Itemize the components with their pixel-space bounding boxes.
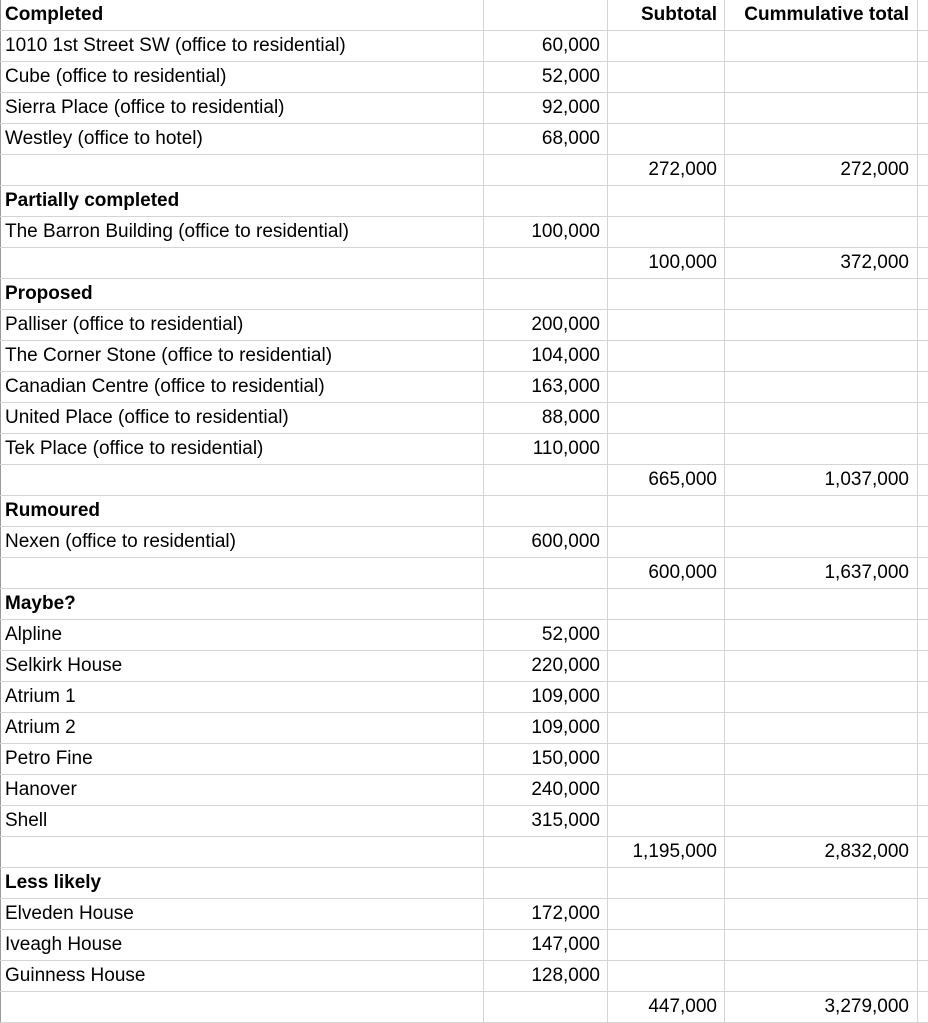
cell-name[interactable]: Petro Fine: [0, 744, 484, 774]
cell-subtotal[interactable]: 1,195,000: [608, 837, 725, 867]
cell-subtotal[interactable]: [608, 527, 725, 557]
cell-empty[interactable]: [918, 899, 928, 929]
cell-cumulative[interactable]: [725, 124, 918, 154]
table-row: [0, 744, 928, 775]
cell-area[interactable]: 220,000: [484, 651, 608, 681]
cell-area[interactable]: 109,000: [484, 682, 608, 712]
cell-cumulative[interactable]: [725, 31, 918, 61]
cell-empty[interactable]: [918, 62, 928, 92]
cell-empty[interactable]: [918, 465, 928, 495]
cell-subtotal[interactable]: [608, 372, 725, 402]
cell-empty[interactable]: [918, 961, 928, 991]
cell-cumulative[interactable]: 1,637,000: [725, 558, 918, 588]
cell-cumulative[interactable]: [725, 434, 918, 464]
category-row: [0, 186, 928, 217]
cell-cumulative[interactable]: [725, 217, 918, 247]
cell-name[interactable]: [0, 465, 484, 495]
cell-cumulative[interactable]: [725, 93, 918, 123]
cell-area[interactable]: [484, 0, 608, 30]
cell-name[interactable]: Completed: [0, 0, 484, 30]
table-row: [0, 93, 928, 124]
table-row: [0, 651, 928, 682]
category-row: [0, 496, 928, 527]
cell-empty[interactable]: [918, 558, 928, 588]
cell-area[interactable]: [484, 992, 608, 1022]
cell-cumulative[interactable]: [725, 62, 918, 92]
cell-cumulative[interactable]: [725, 806, 918, 836]
subtotal-row: [0, 837, 928, 868]
cell-cumulative[interactable]: [725, 372, 918, 402]
cell-area[interactable]: 100,000: [484, 217, 608, 247]
cell-empty[interactable]: [918, 589, 928, 619]
cell-area[interactable]: 52,000: [484, 62, 608, 92]
cell-subtotal[interactable]: [608, 31, 725, 61]
cell-empty[interactable]: [918, 527, 928, 557]
cell-cumulative[interactable]: [725, 899, 918, 929]
table-row: [0, 930, 928, 961]
table-row: [0, 31, 928, 62]
cell-subtotal[interactable]: [608, 496, 725, 526]
cell-subtotal[interactable]: [608, 217, 725, 247]
cell-cumulative[interactable]: [725, 589, 918, 619]
cell-subtotal[interactable]: [608, 682, 725, 712]
cell-empty[interactable]: [918, 248, 928, 278]
cell-cumulative[interactable]: [725, 713, 918, 743]
subtotal-row: [0, 155, 928, 186]
cell-empty[interactable]: [918, 837, 928, 867]
cell-subtotal[interactable]: [608, 775, 725, 805]
cell-area[interactable]: 104,000: [484, 341, 608, 371]
cell-empty[interactable]: [918, 31, 928, 61]
table-row: [0, 899, 928, 930]
subtotal-row: [0, 465, 928, 496]
table-row: [0, 124, 928, 155]
cell-empty[interactable]: [918, 620, 928, 650]
cell-name[interactable]: Tek Place (office to residential): [0, 434, 484, 464]
cell-area[interactable]: 147,000: [484, 930, 608, 960]
category-row: [0, 868, 928, 899]
cell-name[interactable]: Iveagh House: [0, 930, 484, 960]
cell-subtotal[interactable]: [608, 930, 725, 960]
cell-cumulative[interactable]: [725, 620, 918, 650]
cell-empty[interactable]: [918, 0, 928, 30]
cell-area[interactable]: 60,000: [484, 31, 608, 61]
cell-subtotal[interactable]: [608, 620, 725, 650]
cell-area[interactable]: 52,000: [484, 620, 608, 650]
cell-subtotal[interactable]: [608, 868, 725, 898]
cell-subtotal[interactable]: Subtotal: [608, 0, 725, 30]
cell-name[interactable]: [0, 837, 484, 867]
cell-subtotal[interactable]: 100,000: [608, 248, 725, 278]
cell-name[interactable]: Maybe?: [0, 589, 484, 619]
cell-area[interactable]: [484, 155, 608, 185]
cell-subtotal[interactable]: [608, 589, 725, 619]
cell-name[interactable]: The Barron Building (office to residential): [0, 217, 484, 247]
cell-empty[interactable]: [918, 279, 928, 309]
cell-name[interactable]: Cube (office to residential): [0, 62, 484, 92]
category-row: [0, 589, 928, 620]
cell-subtotal[interactable]: [608, 341, 725, 371]
cell-name[interactable]: Atrium 2: [0, 713, 484, 743]
cell-subtotal[interactable]: 272,000: [608, 155, 725, 185]
cell-cumulative[interactable]: 272,000: [725, 155, 918, 185]
cell-subtotal[interactable]: [608, 310, 725, 340]
cell-name[interactable]: Shell: [0, 806, 484, 836]
cell-name[interactable]: Palliser (office to residential): [0, 310, 484, 340]
cell-empty[interactable]: [918, 310, 928, 340]
table-row: [0, 682, 928, 713]
cell-cumulative[interactable]: [725, 744, 918, 774]
cell-area[interactable]: 315,000: [484, 806, 608, 836]
cell-name[interactable]: Proposed: [0, 279, 484, 309]
cell-empty[interactable]: [918, 434, 928, 464]
cell-subtotal[interactable]: 665,000: [608, 465, 725, 495]
header-row: [0, 0, 928, 31]
cell-area[interactable]: [484, 589, 608, 619]
cell-name[interactable]: United Place (office to residential): [0, 403, 484, 433]
cell-empty[interactable]: [918, 217, 928, 247]
cell-empty[interactable]: [918, 155, 928, 185]
cell-empty[interactable]: [918, 868, 928, 898]
table-row: [0, 310, 928, 341]
table-row: [0, 62, 928, 93]
cell-name[interactable]: Guinness House: [0, 961, 484, 991]
cell-area[interactable]: 68,000: [484, 124, 608, 154]
cell-name[interactable]: [0, 155, 484, 185]
cell-subtotal[interactable]: [608, 899, 725, 929]
cell-area[interactable]: [484, 248, 608, 278]
cell-cumulative[interactable]: [725, 527, 918, 557]
cell-name[interactable]: Atrium 1: [0, 682, 484, 712]
cell-area[interactable]: 110,000: [484, 434, 608, 464]
cell-name[interactable]: Sierra Place (office to residential): [0, 93, 484, 123]
cell-area[interactable]: 163,000: [484, 372, 608, 402]
cell-empty[interactable]: [918, 806, 928, 836]
cell-empty[interactable]: [918, 93, 928, 123]
cell-area[interactable]: [484, 558, 608, 588]
cell-area[interactable]: [484, 837, 608, 867]
table-row: [0, 403, 928, 434]
cell-area[interactable]: 240,000: [484, 775, 608, 805]
cell-name[interactable]: Partially completed: [0, 186, 484, 216]
table-row: [0, 961, 928, 992]
cell-empty[interactable]: [918, 403, 928, 433]
cell-area[interactable]: [484, 186, 608, 216]
cell-empty[interactable]: [918, 124, 928, 154]
cell-cumulative[interactable]: [725, 186, 918, 216]
cell-subtotal[interactable]: [608, 806, 725, 836]
cell-subtotal[interactable]: [608, 279, 725, 309]
cell-empty[interactable]: [918, 930, 928, 960]
subtotal-row: [0, 558, 928, 589]
cell-subtotal[interactable]: 600,000: [608, 558, 725, 588]
cell-name[interactable]: [0, 558, 484, 588]
cell-name[interactable]: [0, 248, 484, 278]
cell-cumulative[interactable]: [725, 310, 918, 340]
cell-name[interactable]: Rumoured: [0, 496, 484, 526]
cell-area[interactable]: 172,000: [484, 899, 608, 929]
cell-area[interactable]: [484, 279, 608, 309]
cell-name[interactable]: Less likely: [0, 868, 484, 898]
cell-area[interactable]: 150,000: [484, 744, 608, 774]
cell-area[interactable]: 88,000: [484, 403, 608, 433]
cell-area[interactable]: [484, 465, 608, 495]
table-row: [0, 713, 928, 744]
table-row: [0, 217, 928, 248]
cell-name[interactable]: Alpline: [0, 620, 484, 650]
cell-cumulative[interactable]: 372,000: [725, 248, 918, 278]
cell-empty[interactable]: [918, 372, 928, 402]
cell-area[interactable]: 109,000: [484, 713, 608, 743]
table-row: [0, 341, 928, 372]
cell-subtotal[interactable]: [608, 124, 725, 154]
cell-empty[interactable]: [918, 682, 928, 712]
cell-cumulative[interactable]: [725, 651, 918, 681]
cell-cumulative[interactable]: [725, 682, 918, 712]
cell-name[interactable]: Canadian Centre (office to residential): [0, 372, 484, 402]
cell-name[interactable]: Elveden House: [0, 899, 484, 929]
cell-subtotal[interactable]: [608, 651, 725, 681]
cell-area[interactable]: 92,000: [484, 93, 608, 123]
cell-subtotal[interactable]: [608, 434, 725, 464]
cell-area[interactable]: 200,000: [484, 310, 608, 340]
cell-name[interactable]: Westley (office to hotel): [0, 124, 484, 154]
cell-area[interactable]: 128,000: [484, 961, 608, 991]
table-row: [0, 372, 928, 403]
cell-cumulative[interactable]: [725, 496, 918, 526]
cell-name[interactable]: Hanover: [0, 775, 484, 805]
cell-empty[interactable]: [918, 992, 928, 1022]
cell-name[interactable]: The Corner Stone (office to residential): [0, 341, 484, 371]
cell-name[interactable]: Nexen (office to residential): [0, 527, 484, 557]
cell-subtotal[interactable]: [608, 744, 725, 774]
cell-area[interactable]: 600,000: [484, 527, 608, 557]
cell-empty[interactable]: [918, 186, 928, 216]
cell-cumulative[interactable]: 1,037,000: [725, 465, 918, 495]
cell-cumulative[interactable]: [725, 775, 918, 805]
cell-cumulative[interactable]: [725, 930, 918, 960]
cell-subtotal[interactable]: [608, 93, 725, 123]
cell-name[interactable]: [0, 992, 484, 1022]
table-row: [0, 775, 928, 806]
cell-subtotal[interactable]: [608, 403, 725, 433]
cell-empty[interactable]: [918, 713, 928, 743]
cell-cumulative[interactable]: [725, 279, 918, 309]
category-row: [0, 279, 928, 310]
cell-cumulative[interactable]: [725, 341, 918, 371]
cell-area[interactable]: [484, 496, 608, 526]
cell-empty[interactable]: [918, 496, 928, 526]
cell-empty[interactable]: [918, 775, 928, 805]
table-row: [0, 527, 928, 558]
cell-area[interactable]: [484, 868, 608, 898]
cell-subtotal[interactable]: [608, 62, 725, 92]
cell-cumulative[interactable]: Cummulative total: [725, 0, 918, 30]
cell-cumulative[interactable]: [725, 403, 918, 433]
table-row: [0, 620, 928, 651]
subtotal-row: [0, 992, 928, 1023]
cell-subtotal[interactable]: [608, 186, 725, 216]
table-row: [0, 806, 928, 837]
cell-subtotal[interactable]: [608, 713, 725, 743]
cell-empty[interactable]: [918, 651, 928, 681]
cell-cumulative[interactable]: 3,279,000: [725, 992, 918, 1022]
cell-cumulative[interactable]: 2,832,000: [725, 837, 918, 867]
cell-subtotal[interactable]: [608, 961, 725, 991]
cell-empty[interactable]: [918, 341, 928, 371]
cell-empty[interactable]: [918, 744, 928, 774]
cell-cumulative[interactable]: [725, 868, 918, 898]
table-row: [0, 434, 928, 465]
cell-subtotal[interactable]: 447,000: [608, 992, 725, 1022]
cell-name[interactable]: 1010 1st Street SW (office to residential): [0, 31, 484, 61]
subtotal-row: [0, 248, 928, 279]
cell-cumulative[interactable]: [725, 961, 918, 991]
cell-name[interactable]: Selkirk House: [0, 651, 484, 681]
